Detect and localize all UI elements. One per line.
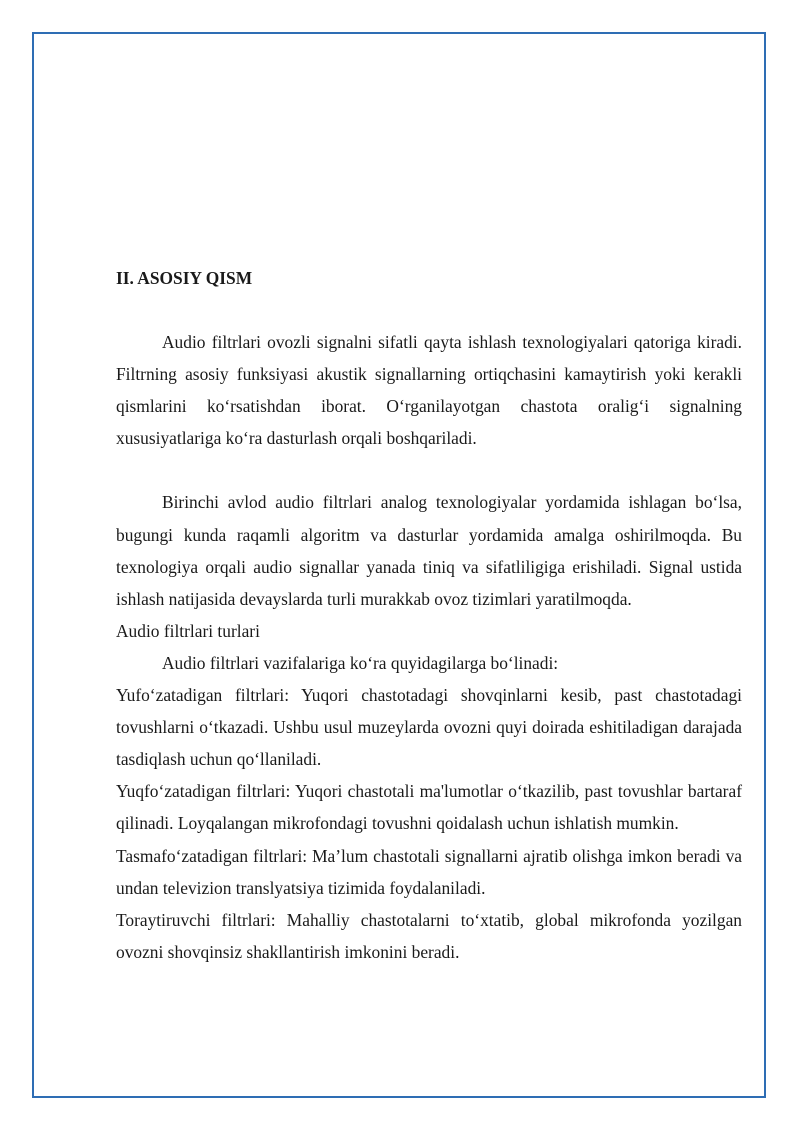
subheading-filter-types: Audio filtrlari turlari (116, 620, 260, 641)
filter-type-notch: Toraytiruvchi filtrlari: Mahalliy chastotalarni to‘xtatib, global mikrofonda yozilgan ovozni shovqinsiz shakllantirish imkonini beradi. (116, 909, 742, 962)
filter-type-bandpass: Tasmafo‘zatadigan filtrlari: Ma’lum chastotali signallarni ajratib olishga imkon beradi va undan televizion translyatsiya tizimida foydalaniladi. (116, 845, 742, 898)
section-heading: II. ASOSIY QISM (116, 268, 253, 288)
filter-type-highpass: Yuqfo‘zatadigan filtrlari: Yuqori chastotali ma'lumotlar o‘tkazilib, past tovushlar bartaraf qilinadi. Loyqalangan mikrofondagi tovushni qoidalash uchun ishlatish mumkin. (116, 781, 742, 834)
document-body (116, 262, 742, 968)
filter-type-lowpass: Yufo‘zatadigan filtrlari: Yuqori chastotadagi shovqinlarni kesib, past chastotadagi tovushlarni o‘tkazadi. Ushbu usul muzeylarda ovozni quyi doirada eshitiladigan darajada tasdiqlash uchun qo‘llaniladi. (116, 685, 742, 770)
paragraph-intro: Audio filtrlari ovozli signalni sifatli qayta ishlash texnologiyalari qatoriga kiradi. Filtrning asosiy funksiyasi akustik signallarning ortiqchasini kamaytirish yoki kerakli qismlarini ko‘rsatishdan iborat. O‘rganilayotgan chastota oralig‘i signalning xususiyatlariga ko‘ra dasturlash orqali boshqariladi. (116, 332, 742, 449)
filter-types-intro: Audio filtrlari vazifalariga ko‘ra quyidagilarga bo‘linadi: (162, 652, 559, 673)
paragraph-generations: Birinchi avlod audio filtrlari analog texnologiyalar yordamida ishlagan bo‘lsa, bugungi kunda raqamli algoritm va dasturlar yordamida amalga oshirilmoqda. Bu texnologiya orqali audio signallar yanada tiniq va sifatliligiga erishiladi. Signal ustida ishlash natijasida devayslarda turli murakkab ovoz tizimlari yaratilmoqda. (116, 492, 742, 609)
paragraph-spacer (116, 454, 742, 486)
